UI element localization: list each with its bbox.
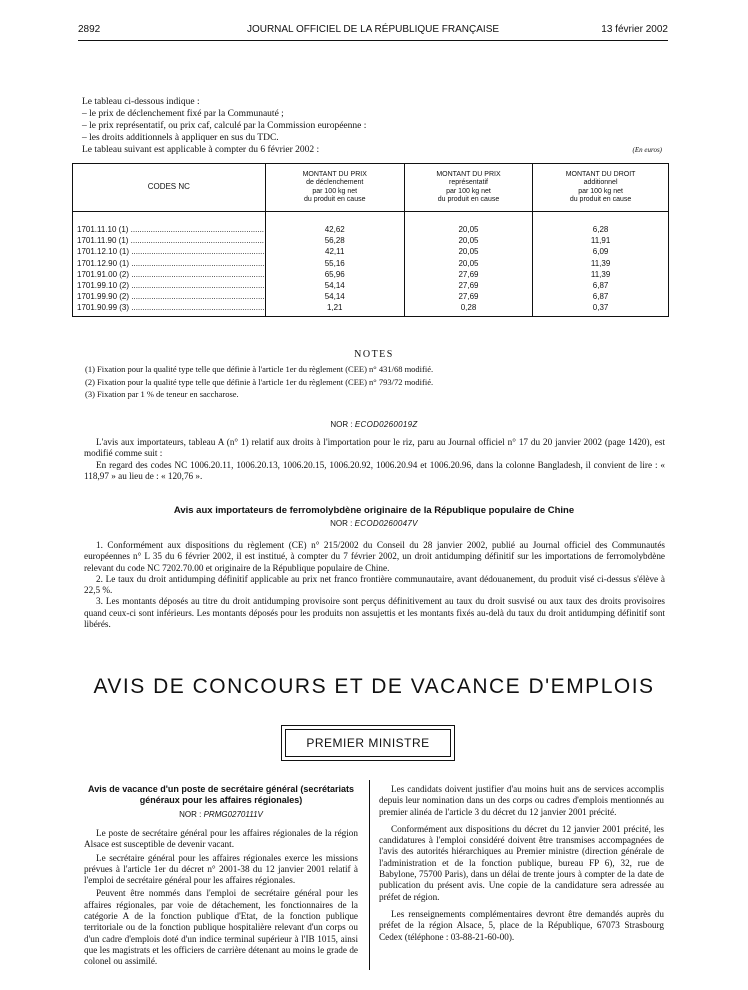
nor-riz: NOR : ECOD0260019Z bbox=[330, 420, 418, 429]
table-header-row bbox=[73, 164, 669, 212]
vacancy-paragraph: Peuvent être nommés dans l'emploi de secrétaire général pour les affaires régionales, par voie de détachement, les fonctionnaires de la catégorie A de la fonction publique d'Etat, de la fonction publique territoriale ou de la fonction publique hospitalière relevant d'un corps ou d'un cadre d'emplois doté d'un indice terminal supérieur à l'IB 1015, ainsi que les magistrats et les officiers de carrière détenant au moins le grade de colonel ou assimilé. bbox=[84, 888, 358, 967]
table-row bbox=[73, 302, 669, 317]
notes-title: NOTES bbox=[354, 349, 394, 360]
cell-representatif: 20,05 bbox=[404, 224, 532, 235]
cell-representatif: 20,05 bbox=[404, 235, 532, 246]
nor-vacancy: NOR : PRMG0270111V bbox=[179, 810, 263, 819]
cell-code: 1701.12.90 (1) ............................................................ bbox=[73, 258, 266, 269]
intro-line: – les droits additionnels à appliquer en sus du TDC. bbox=[82, 133, 279, 143]
cell-declenchement: 42,11 bbox=[265, 246, 404, 257]
table-row bbox=[73, 280, 669, 291]
issue-date: 13 février 2002 bbox=[601, 24, 668, 35]
section-title: AVIS DE CONCOURS ET DE VACANCE D'EMPLOIS bbox=[93, 675, 655, 698]
vacancy-paragraph: Le secrétaire général pour les affaires régionales exerce les missions prévues à l'article 1er du décret n° 2001-38 du 12 janvier 2001 relatif à l'emploi de secrétaire général pour les affaires régionales. bbox=[84, 852, 358, 886]
note-item: (2) Fixation pour la qualité type telle que définie à l'article 1er du règlement (CEE) n° 793/72 modifié. bbox=[85, 376, 434, 387]
nor-ferro: NOR : ECOD0260047V bbox=[330, 519, 418, 528]
intro-line: Le tableau ci-dessous indique : bbox=[82, 97, 200, 107]
left-column bbox=[84, 784, 358, 970]
intro-line: Le tableau suivant est applicable à compter du 6 février 2002 : bbox=[82, 145, 320, 155]
column-header-declenchement: MONTANT DU PRIX de déclenchement par 100 kg net du produit en cause bbox=[265, 164, 404, 212]
cell-representatif: 20,05 bbox=[404, 246, 532, 257]
column-divider bbox=[369, 780, 370, 970]
intro-line: – le prix représentatif, ou prix caf, calculé par la Commission européenne : bbox=[82, 121, 367, 131]
cell-declenchement: 65,96 bbox=[265, 269, 404, 280]
ferro-paragraph: 1. Conformément aux dispositions du règlement (CE) n° 215/2002 du Conseil du 28 janvier 2002, publié au Journal officiel des Communautés européennes n° L 35 du 6 février 2002, il est institué, à compter du 7 février 2002, un droit antidumping définitif sur les importations de ferromolybdène relevant du code NC 7202.70.00 et originaire de la République populaire de Chine. bbox=[84, 540, 665, 573]
vacancy-right-text bbox=[379, 784, 664, 943]
cell-droit: 6,87 bbox=[533, 291, 669, 302]
unit-label: (En euros) bbox=[632, 146, 662, 154]
cell-droit: 6,28 bbox=[533, 224, 669, 235]
cell-code: 1701.11.10 (1) ............................................................ bbox=[73, 224, 266, 235]
cell-droit: 11,39 bbox=[533, 269, 669, 280]
vacancy-paragraph: Conformément aux dispositions du décret du 12 janvier 2001 précité, les candidatures à l'emploi considéré doivent être transmises accompagnées de l'avis des autorités hiérarchiques au Premier ministre (direction générale de l'administration et de la fonction publique, bureau FP 6), 32, rue de Babylone, 75700 Paris), dans un délai de trente jours à compter de la date de publication du présent avis. Une copie de la candidature sera adressée au préfet de région. bbox=[379, 823, 664, 902]
intro-block bbox=[82, 96, 662, 156]
cell-representatif: 27,69 bbox=[404, 269, 532, 280]
journal-title: JOURNAL OFFICIEL DE LA RÉPUBLIQUE FRANÇAISE bbox=[246, 24, 500, 35]
cell-representatif: 27,69 bbox=[404, 280, 532, 291]
table-row bbox=[73, 291, 669, 302]
vacancy-paragraph: Les candidats doivent justifier d'au moins huit ans de services accomplis depuis leur nomination dans un des corps ou cadres d'emplois mentionnés au premier alinéa de l'article 3 du décret du 12 janvier 2001 précité. bbox=[379, 784, 664, 817]
cell-representatif: 27,69 bbox=[404, 291, 532, 302]
ferro-paragraph: 3. Les montants déposés au titre du droit antidumping provisoire sont perçus définitivement au taux du droit susvisé ou aux taux des droits provisoires quand ceux-ci sont inférieurs. Les montants déposés pour les produits non assujettis et les montants fixés au-delà du taux du droit antidumping définitif sont libérés. bbox=[84, 596, 665, 630]
right-column bbox=[379, 784, 664, 945]
note-item: (3) Fixation par 1 % de teneur en saccharose. bbox=[85, 389, 239, 399]
cell-declenchement: 54,14 bbox=[265, 280, 404, 291]
note-item: (1) Fixation pour la qualité type telle que définie à l'article 1er du règlement (CEE) n° 431/68 modifié. bbox=[85, 364, 434, 374]
notes-list bbox=[85, 363, 665, 401]
cell-code: 1701.99.90 (2) ............................................................ bbox=[73, 291, 266, 302]
ferro-paragraph: 2. Le taux du droit antidumping définitif applicable au prix net franco frontière communautaire, avant dédouanement, du produit visé ci-dessus s'élève à 22,5 %. bbox=[84, 573, 665, 596]
cell-code: 1701.90.99 (3) ............................................................ bbox=[73, 302, 266, 317]
intro-line: – le prix de déclenchement fixé par la Communauté ; bbox=[82, 109, 284, 119]
cell-representatif: 20,05 bbox=[404, 258, 532, 269]
cell-droit: 6,87 bbox=[533, 280, 669, 291]
cell-declenchement: 42,62 bbox=[265, 224, 404, 235]
ferro-title: Avis aux importateurs de ferromolybdène originaire de la République populaire de Chine bbox=[173, 505, 575, 516]
cell-droit: 0,37 bbox=[533, 302, 669, 317]
cell-representatif: 0,28 bbox=[404, 302, 532, 317]
tariff-table bbox=[72, 163, 669, 317]
table-row bbox=[73, 269, 669, 280]
column-header-droit: MONTANT DU DROIT additionnel par 100 kg net du produit en cause bbox=[533, 164, 669, 212]
riz-paragraph: En regard des codes NC 1006.20.11, 1006.20.13, 1006.20.15, 1006.20.92, 1006.20.94 et 1006.20.96, dans la colonne Bangladesh, il convient de lire : « 118,97 » au lieu de : « 120,76 ». bbox=[84, 459, 665, 481]
cell-code: 1701.12.10 (1) ............................................................ bbox=[73, 246, 266, 257]
cell-declenchement: 1,21 bbox=[265, 302, 404, 317]
cell-droit: 6,09 bbox=[533, 246, 669, 257]
vacancy-paragraph: Les renseignements complémentaires devront être demandés auprès du préfet de la région Alsace, 5, place de la République, 67073 Strasbourg Cedex (téléphone : 03-88-21-60-00). bbox=[379, 908, 664, 942]
vacancy-title: Avis de vacance d'un poste de secrétaire général (secrétariats généraux pour les affaires régionales) bbox=[88, 784, 354, 805]
column-header-representatif: MONTANT DU PRIX représentatif par 100 kg net du produit en cause bbox=[404, 164, 532, 212]
cell-declenchement: 54,14 bbox=[265, 291, 404, 302]
cell-declenchement: 56,28 bbox=[265, 235, 404, 246]
ministry-box: PREMIER MINISTRE bbox=[285, 729, 451, 757]
cell-droit: 11,39 bbox=[533, 258, 669, 269]
page-number: 2892 bbox=[78, 24, 101, 35]
riz-paragraph: L'avis aux importateurs, tableau A (n° 1) relatif aux droits à l'importation pour le riz, paru au Journal officiel n° 17 du 20 janvier 2002 (page 1420), est modifié comme suit : bbox=[84, 437, 665, 459]
cell-declenchement: 55,16 bbox=[265, 258, 404, 269]
table-row bbox=[73, 246, 669, 257]
cell-code: 1701.91.00 (2) ............................................................ bbox=[73, 269, 266, 280]
cell-code: 1701.99.10 (2) ............................................................ bbox=[73, 280, 266, 291]
cell-code: 1701.11.90 (1) ............................................................ bbox=[73, 235, 266, 246]
table-row bbox=[73, 258, 669, 269]
page-header bbox=[78, 24, 668, 41]
vacancy-paragraph: Le poste de secrétaire général pour les affaires régionales de la région Alsace est susceptible de devenir vacant. bbox=[84, 828, 358, 850]
vacancy-left-text bbox=[84, 828, 358, 968]
cell-droit: 11,91 bbox=[533, 235, 669, 246]
table-row bbox=[73, 224, 669, 235]
table-row bbox=[73, 235, 669, 246]
riz-notice bbox=[84, 437, 665, 482]
ferro-notice bbox=[84, 540, 665, 630]
column-header-codes: CODES NC bbox=[73, 164, 266, 212]
